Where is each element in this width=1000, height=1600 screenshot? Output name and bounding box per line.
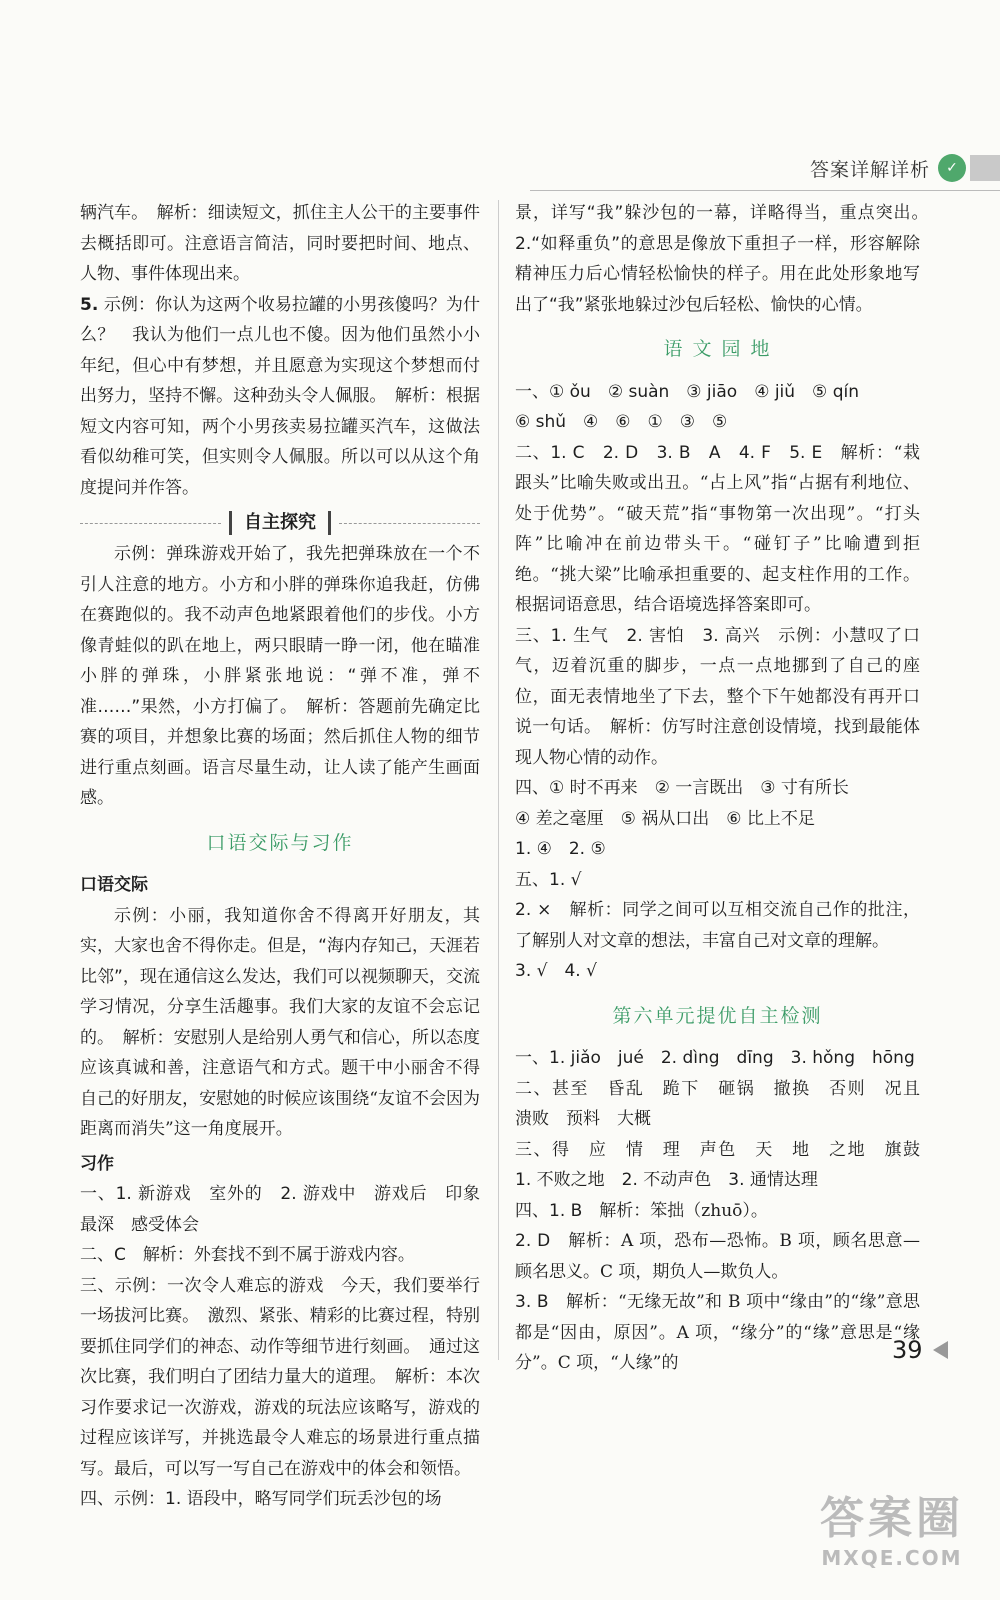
pinyin-answer: 一、① ǒu ② suàn ③ jiāo ④ jiǔ ⑤ qín — [515, 381, 859, 402]
test-answer: 一、1. jiǎo jué 2. dìng dīng 3. hǒng hōng — [515, 1048, 915, 1068]
right-column — [515, 198, 937, 1379]
left-column — [80, 198, 480, 1515]
word-answer: 三、1. 生气 2. 害怕 3. 高兴 示例：小慧叹了口气，迈着沉重的脚步，一点一点地挪到了自己的座位，面无表情地坐了下去，整个下午她都没有再开口说一句话。 解析：仿写时注意创设情境，找到最能体现人物心情的动作。 — [515, 625, 921, 768]
section-box-title: 自主探究 — [80, 511, 480, 535]
writing-answer: 四、示例：1. 语段中，略写同学们玩丢沙包的场 — [80, 1489, 442, 1509]
answer-para: 景，详写“我”躲沙包的一幕，详略得当，重点突出。 2.“如释重负”的意思是像放下重担子一样，形容解除精神压力后心情轻松愉快的样子。用在此处形象地写出了“我”紧张地躲过沙包后轻松、愉快的心情。 — [515, 203, 937, 315]
pinyin-answer: ⑥ shǔ ④ ⑥ ① ③ ⑤ — [515, 412, 728, 432]
section-heading: 口语交际与习作 — [206, 831, 354, 854]
writing-answer: 三、示例：一次令人难忘的游戏 今天，我们要举行一场拔河比赛。 激烈、紧张、精彩的比赛过程，特别要抓住同学们的神态、动作等细节进行刻画。 通过这次比赛，我们明白了团结力量大的道理。 解析：本次习作要求记一次游戏，游戏的玩法应该略写，游戏的过程应该详写，并挑选最令人难忘的场景进行重点描写。最后，可以写一写自己在游戏中的体会和领悟。 — [80, 1275, 481, 1479]
triangle-left-icon — [933, 1341, 948, 1359]
header-title: 答案详解详析 — [809, 158, 930, 181]
judge-answer: 3. √ 4. √ — [515, 961, 597, 981]
subheading: 习作 — [80, 1153, 114, 1174]
writing-answer: 二、C 解析：外套找不到不属于游戏内容。 — [80, 1245, 415, 1265]
header-bar — [970, 155, 1000, 181]
idiom-answer: 四、① 时不再来 ② 一言既出 ③ 寸有所长 — [515, 778, 849, 798]
judge-answer: 五、1. √ — [515, 869, 582, 890]
test-answer: 3. B 解析：“无缘无故”和 B 项中“缘由”的“缘”意思都是“因由，原因”。A 项，“缘分”的“缘”意思是“缘分”。C 项，“人缘”的 — [515, 1292, 921, 1373]
page-header — [810, 148, 1000, 188]
judge-answer: 2. × 解析：同学之间可以互相交流自己作的批注，了解别人对文章的想法，丰富自己对文章的理解。 — [515, 900, 921, 951]
test-answer: 三、得 应 情 理 声色 天 地 之地 旗鼓 1. 不败之地 2. 不动声色 3. 通情达理 — [515, 1139, 937, 1190]
column-divider — [498, 200, 499, 1360]
answer-para: 辆汽车。 解析：细读短文，抓住主人公干的主要事件去概括即可。注意语言简洁，同时要把时间、地点、人物、事件体现出来。 — [80, 203, 481, 284]
section-heading: 第六单元提优自主检测 — [612, 1004, 823, 1027]
header-rule — [530, 190, 1000, 191]
writing-answer: 一、1. 新游戏 室外的 2. 游戏中 游戏后 印象最深 感受体会 — [80, 1184, 480, 1235]
header-logo-icon: ✓ — [938, 154, 966, 182]
subheading: 口语交际 — [80, 875, 148, 895]
explore-answer: 示例：弹珠游戏开始了，我先把弹珠放在一个不引人注意的地方。小方和小胖的弹珠你追我赶，仿佛在赛跑似的。我不动声色地紧跟着他们的步伐。小方像青蛙似的趴在地上，两只眼睛一睁一闭，他在瞄准小胖的弹珠，小胖紧张地说：“弹不准，弹不准……”果然，小方打偏了。 解析：答题前先确定比赛的项目，并想象比赛的场面；然后抓住人物的细节进行重点刻画。语言尽量生动，让人读了能产生画面感。 — [80, 544, 481, 808]
idiom-answer: ④ 差之毫厘 ⑤ 祸从口出 ⑥ 比上不足 — [515, 808, 815, 829]
answer-q5: 5. 示例：你认为这两个收易拉罐的小男孩傻吗？为什么？ 我认为他们一点儿也不傻。因为他们虽然小小年纪，但心中有梦想，并且愿意为实现这个梦想而付出努力，坚持不懈。这种劲头令人佩服。 解析：根据短文内容可知，两个小男孩卖易拉罐买汽车，这做法看似幼稚可笑，但实则令人佩服。所以可以从这个角度提问并作答。 — [80, 294, 481, 498]
oral-answer: 示例：小丽，我知道你舍不得离开好朋友，其实，大家也舍不得你走。但是，“海内存知己，天涯若比邻”，现在通信这么发达，我们可以视频聊天，交流学习情况，分享生活趣事。我们大家的友谊不会忘记的。 解析：安慰别人是给别人勇气和信心，所以态度应该真诚和善，注意语气和方式。题干中小丽舍不得自己的好朋友，安慰她的时候应该围绕“友谊不会因为距离而消失”这一角度展开。 — [80, 905, 481, 1139]
test-answer: 二、甚至 昏乱 跪下 砸锅 撤换 否则 况且 溃败 预料 大概 — [515, 1078, 937, 1129]
choice-answer: 二、1. C 2. D 3. B A 4. F 5. E 解析：“栽跟头”比喻失败或出丑。“占上风”指“占据有利地位、处于优势”。“破天荒”指“事物第一次出现”。“打头阵”比喻冲在前边带头干。“碰钉子”比喻遭到拒绝。“挑大梁”比喻承担重要的、起支柱作用的工作。根据词语意思，结合语境选择答案即可。 — [515, 442, 921, 615]
test-answer: 四、1. B 解析：笨拙（zhuō）。 — [515, 1200, 768, 1221]
page-number: 39 — [892, 1336, 948, 1364]
idiom-answer: 1. ④ 2. ⑤ — [515, 839, 606, 859]
section-heading: 语 文 园 地 — [663, 338, 772, 360]
watermark: 答案圈 MXQE.COM — [820, 1493, 964, 1570]
test-answer: 2. D 解析：A 项，恐布—恐怖。B 项，顾名思意—顾名思义。C 项，期负人—欺负人。 — [515, 1231, 921, 1282]
